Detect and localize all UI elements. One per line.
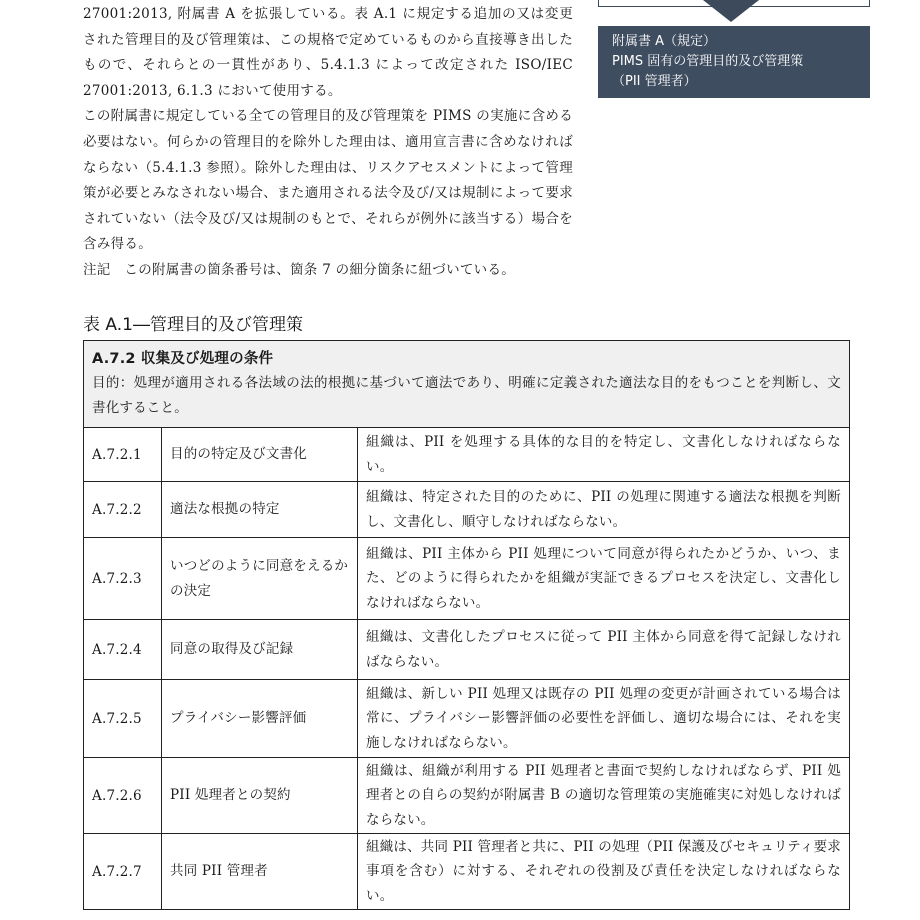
section-title: A.7.2 収集及び処理の条件 <box>92 351 274 367</box>
control-name: 適法な根拠の特定 <box>162 482 358 538</box>
table-row <box>84 620 850 680</box>
control-name: PII 処理者との契約 <box>162 758 358 834</box>
control-id: A.7.2.3 <box>84 538 162 620</box>
control-name: 共同 PII 管理者 <box>162 834 358 910</box>
table-row <box>84 538 850 620</box>
control-name: プライバシー影響評価 <box>162 680 358 758</box>
control-id: A.7.2.6 <box>84 758 162 834</box>
control-text: 組織は、新しい PII 処理又は既存の PII 処理の変更が計画されている場合は常に、プライバシー影響評価の必要性を評価し、適切な場合には、それを実施しなければならない。 <box>358 680 850 758</box>
control-text: 組織は、文書化したプロセスに従って PII 主体から同意を得て記録しなければならない。 <box>358 620 850 680</box>
table-row <box>84 428 850 482</box>
intro-note: 注記 この附属書の箇条番号は、箇条 7 の細分箇条に紐づいている。 <box>83 261 516 278</box>
control-name: 目的の特定及び文書化 <box>162 428 358 482</box>
control-id: A.7.2.4 <box>84 620 162 680</box>
control-text: 組織は、特定された目的のために、PII の処理に関連する適法な根拠を判断し、文書化し、順守しなければならない。 <box>358 482 850 538</box>
control-id: A.7.2.7 <box>84 834 162 910</box>
control-text: 組織は、PII 主体から PII 処理について同意が得られたかどうか、いつ、また、どのように得られたかを組織が実証できるプロセスを決定し、文書化しなければならない。 <box>358 538 850 620</box>
callout-line-2: PIMS 固有の管理目的及び管理策 <box>612 54 804 69</box>
callout-line-3: （PII 管理者） <box>612 74 697 89</box>
intro-paragraph-1: 27001:2013, 附属書 A を拡張している。表 A.1 に規定する追加の又は変更された管理目的及び管理策は、この規格で定めているものから直接導き出したもので、それらとの一貫性があり、5.4.1.3 によって改定された ISO/IEC 27001:2013, 6.1.3 において使用する。 <box>83 6 573 99</box>
control-text: 組織は、共同 PII 管理者と共に、PII の処理（PII 保護及びセキュリティ要求事項を含む）に対する、それぞれの役割及び責任を決定しなければならない。 <box>358 834 850 910</box>
table-row <box>84 834 850 910</box>
control-name: 同意の取得及び記録 <box>162 620 358 680</box>
control-name: いつどのように同意をえるかの決定 <box>162 538 358 620</box>
section-objective: 目的：処理が適用される各法域の法的根拠に基づいて適法であり、明確に定義された適法な目的をもつことを判断し、文書化すること。 <box>92 375 841 416</box>
section-header-row <box>84 341 850 428</box>
control-id: A.7.2.5 <box>84 680 162 758</box>
annex-callout <box>598 26 870 98</box>
table-row <box>84 680 850 758</box>
control-text: 組織は、組織が利用する PII 処理者と書面で契約しなければならず、PII 処理者との自らの契約が附属書 B の適切な管理策の実施確実に対処しなければならない。 <box>358 758 850 834</box>
callout-arrow-icon <box>703 0 759 22</box>
callout-line-1: 附属書 A（規定） <box>612 34 717 49</box>
controls-table <box>83 340 850 910</box>
table-row <box>84 482 850 538</box>
table-title: 表 A.1―管理目的及び管理策 <box>83 315 303 335</box>
control-text: 組織は、PII を処理する具体的な目的を特定し、文書化しなければならない。 <box>358 428 850 482</box>
control-id: A.7.2.1 <box>84 428 162 482</box>
table-row <box>84 758 850 834</box>
section-header <box>84 341 850 428</box>
intro-paragraph-2: この附属書に規定している全ての管理目的及び管理策を PIMS の実施に含める必要はない。何らかの管理目的を除外した理由は、適用宣言書に含めなければならない（5.4.1.3 参照）。除外した理由は、リスクアセスメントによって管理策が必要とみなされない場合、また適用される法令及び/又は規制によって要求されていない（法令及び/又は規制のもとで、それらが例外に該当する）場合を含み得る。 <box>83 108 573 253</box>
intro-text <box>83 2 573 284</box>
control-id: A.7.2.2 <box>84 482 162 538</box>
